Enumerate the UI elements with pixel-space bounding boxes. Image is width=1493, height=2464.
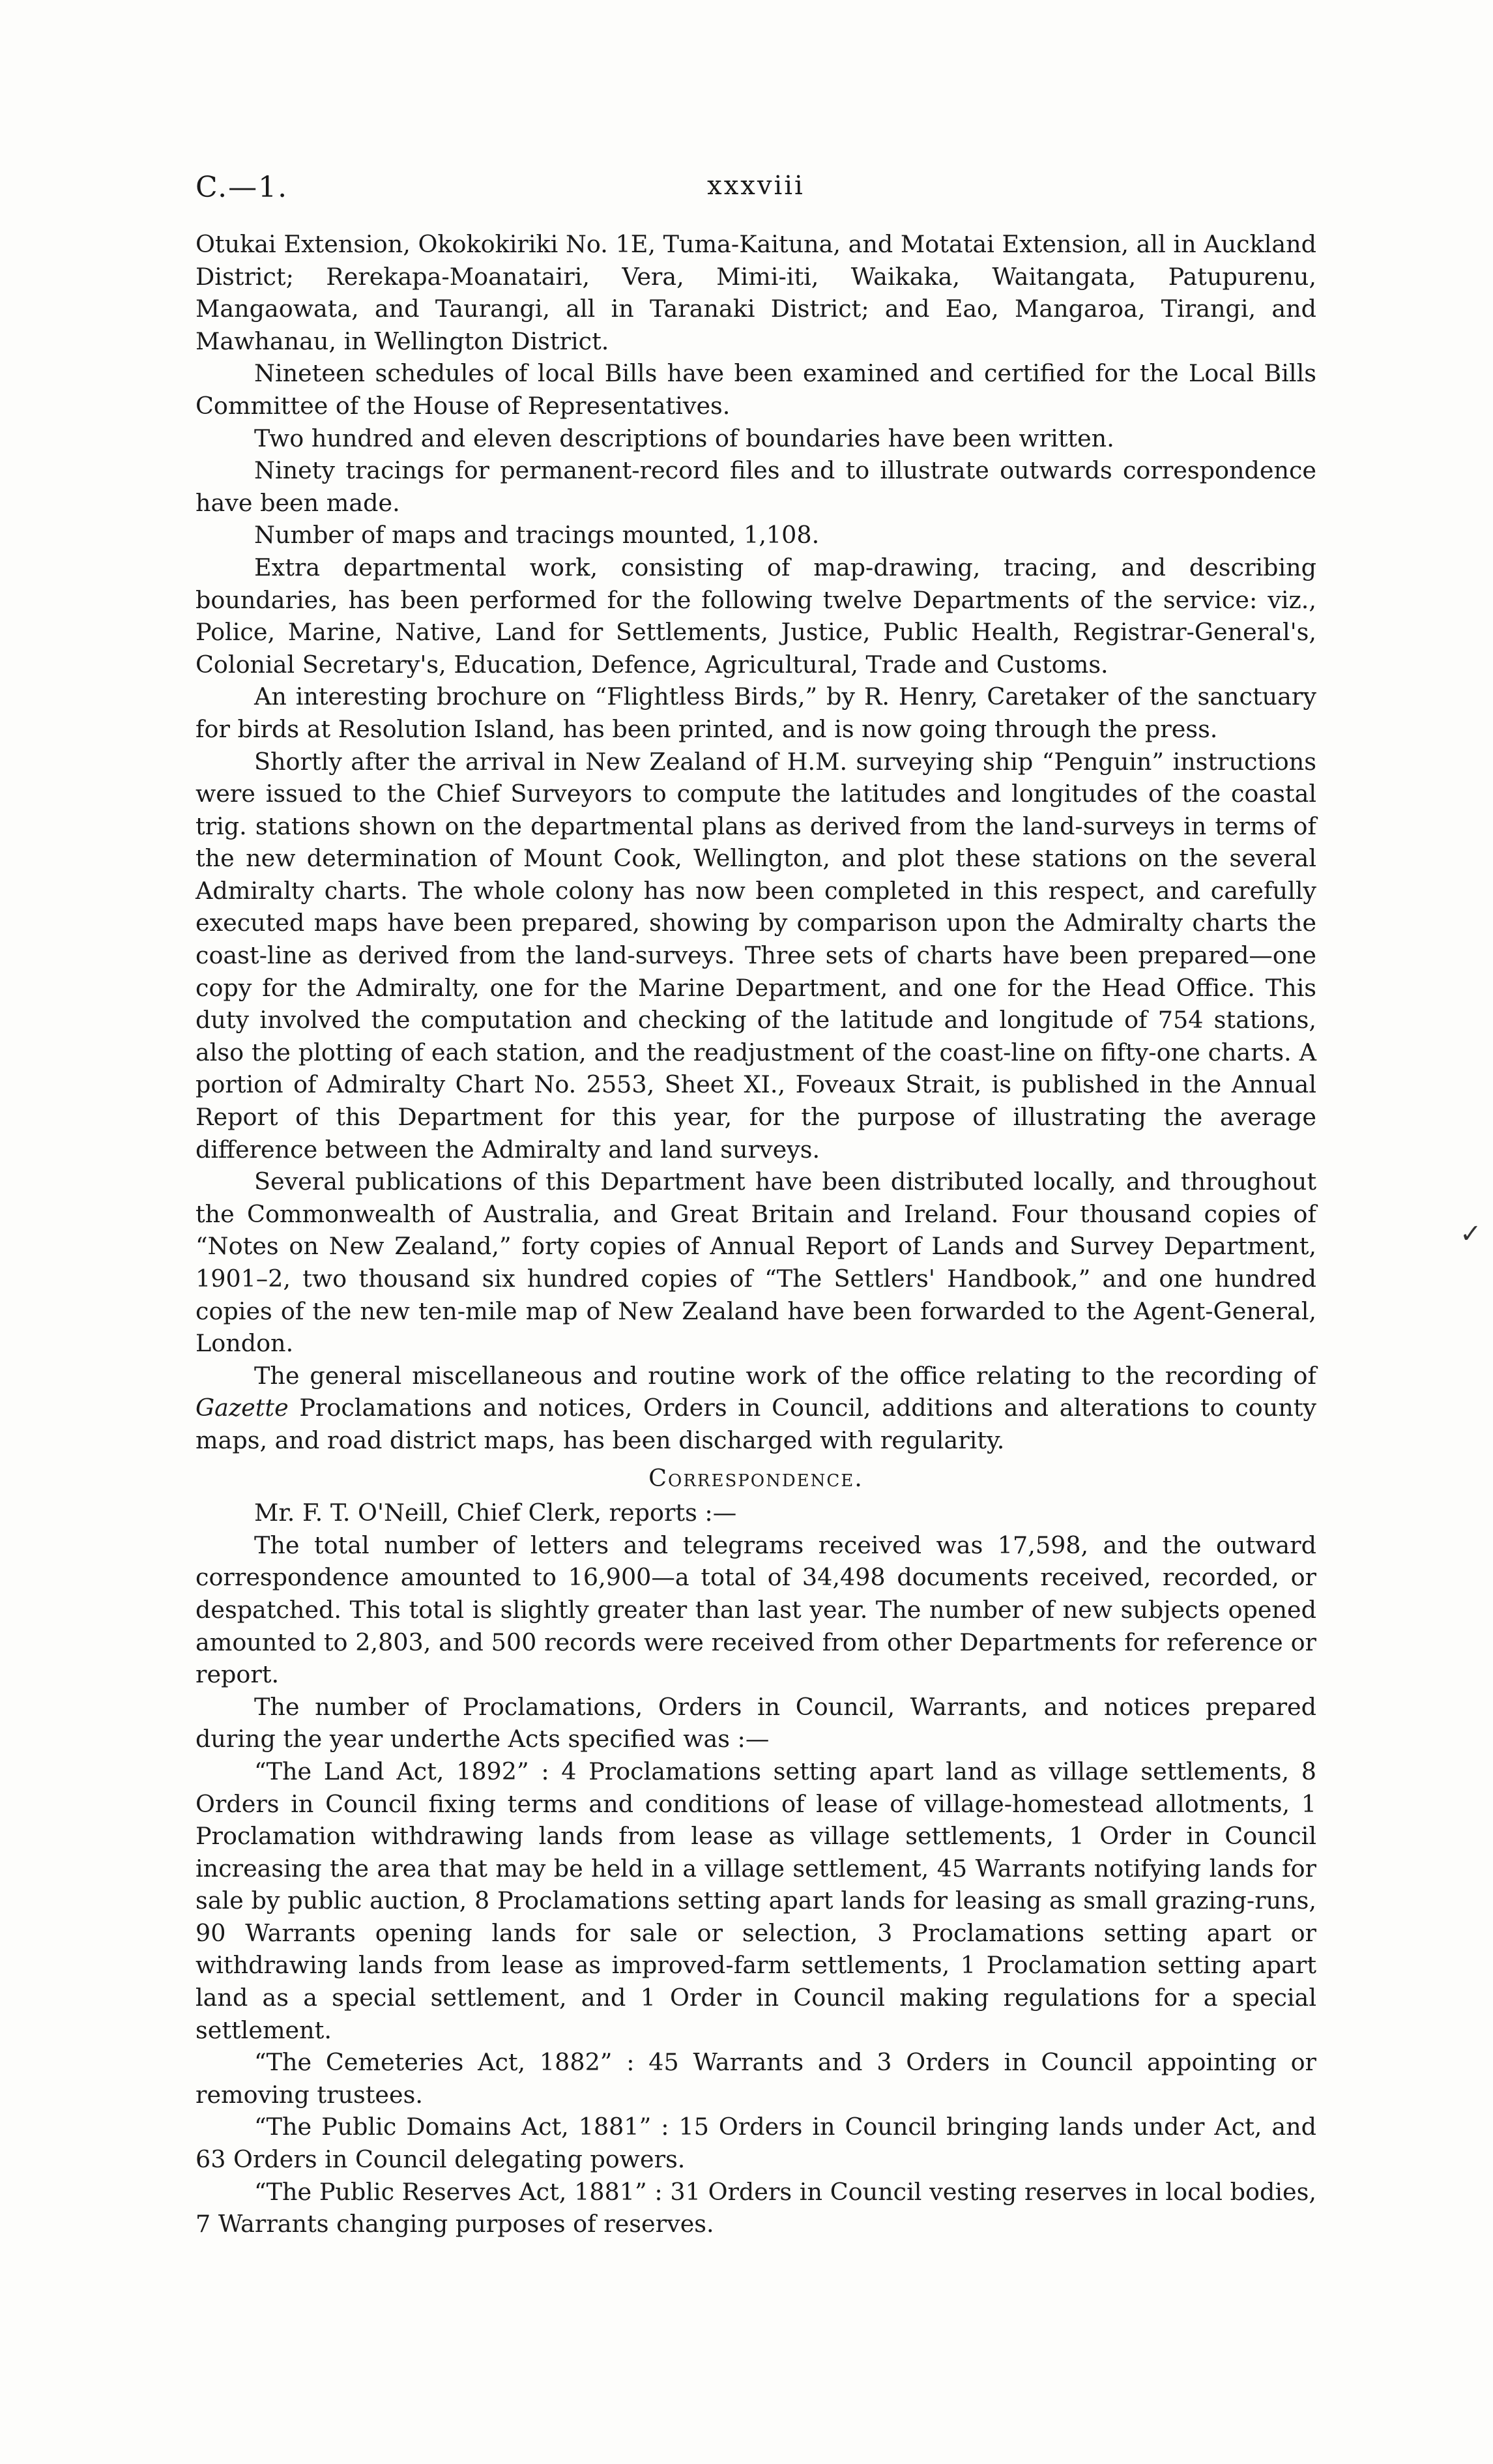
paragraph: Extra departmental work, consisting of map-drawing, tracing, and describing boundaries, has been performed for the following twelve Departments of the service: viz., Police, Marine, Native, Land for Settlements, Justice, Public Health, Registrar-General's, Colonial Secretary's, Education, Defence, Agricultural, Trade and Customs.: [196, 553, 1316, 679]
paragraph: An interesting brochure on “Flightless Birds,” by R. Henry, Caretaker of the sanctuary for birds at Resolution Island, has been printed, and is now going through the press.: [196, 682, 1316, 743]
paragraph: Otukai Extension, Okokokiriki No. 1E, Tuma-Kaituna, and Motatai Extension, all in Auckland District; Rerekapa-Moanatairi, Vera, Mimi-iti, Waikaka, Waitangata, Patupurenu, Mangaowata, and Taurangi, all in Taranaki District; and Eao, Mangaroa, Tirangi, and Mawhanau, in Wellington District.: [196, 230, 1316, 355]
paragraph: The number of Proclamations, Orders in Council, Warrants, and notices prepared during the year underthe Acts specified was :—: [196, 1692, 1316, 1753]
paragraph: Several publications of this Department have been distributed locally, and throughout the Commonwealth of Australia, and Great Britain and Ireland. Four thousand copies of “Notes on New Zealand,” forty copies of Annual Report of Lands and Survey Department, 1901–2, two thousand six hundred copies of “The Settlers' Handbook,” and one hundred copies of the new ten-mile map of New Zealand have been forwarded to the Agent-General, London.: [196, 1167, 1316, 1358]
document-reference: C.—1.: [196, 171, 289, 204]
paragraph: “The Land Act, 1892” : 4 Proclamations setting apart land as village settlements, 8 Orders in Council fixing terms and conditions of lease of village-homestead allotments, 1 Proclamation withdrawing lands from lease as village settlements, 1 Order in Council increasing the area that may be held in a village settlement, 45 Warrants notifying lands for sale by public auction, 8 Proclamations setting apart lands for leasing as small grazing-runs, 90 Warrants opening lands for sale or selection, 3 Proclamations setting apart or withdrawing lands from lease as improved-farm settlements, 1 Proclamation setting apart land as a special settlement, and 1 Order in Council making regulations for a special settlement.: [196, 1757, 1316, 2044]
section-heading-correspondence: Correspondence.: [648, 1463, 863, 1492]
paragraph-gazette: [196, 1360, 1316, 1457]
paragraph: Mr. F. T. O'Neill, Chief Clerk, reports :—: [254, 1499, 737, 1527]
gazette-rest: Proclamations and notices, Orders in Council, additions and alterations to county maps, and road district maps, has been discharged with regularity.: [196, 1394, 1316, 1454]
margin-mark-icon: ✓: [1460, 1219, 1482, 1249]
gazette-italic: Gazette: [196, 1394, 289, 1422]
paragraph: Two hundred and eleven descriptions of boundaries have been written.: [254, 424, 1114, 452]
page-header: [196, 171, 1316, 210]
paragraph: Ninety tracings for permanent-record files and to illustrate outwards correspondence have been made.: [196, 456, 1316, 517]
page-body: [196, 228, 1316, 2240]
paragraph: The total number of letters and telegrams received was 17,598, and the outward correspondence amounted to 16,900—a total of 34,498 documents received, recorded, or despatched. This total is slightly greater than last year. The number of new subjects opened amounted to 2,803, and 500 records were received from other Departments for reference or report.: [196, 1531, 1316, 1689]
page-number: xxxviii: [707, 171, 805, 201]
paragraph: “The Public Reserves Act, 1881” : 31 Orders in Council vesting reserves in local bodies, 7 Warrants changing purposes of reserves.: [196, 2177, 1316, 2238]
paragraph: Shortly after the arrival in New Zealand of H.M. surveying ship “Penguin” instructions were issued to the Chief Surveyors to compute the latitudes and longitudes of the coastal trig. stations shown on the departmental plans as derived from the land-surveys in terms of the new determination of Mount Cook, Wellington, and plot these stations on the several Admiralty charts. The whole colony has now been completed in this respect, and carefully executed maps have been prepared, showing by comparison upon the Admiralty charts the coast-line as derived from the land-surveys. Three sets of charts have been prepared—one copy for the Admiralty, one for the Marine Department, and one for the Head Office. This duty involved the computation and checking of the latitude and longitude of 754 stations, also the plotting of each station, and the readjustment of the coast-line on fifty-one charts. A portion of Admiralty Chart No. 2553, Sheet XI., Foveaux Strait, is published in the Annual Report of this Department for this year, for the purpose of illustrating the average difference between the Admiralty and land surveys.: [196, 747, 1316, 1164]
paragraph: “The Cemeteries Act, 1882” : 45 Warrants and 3 Orders in Council appointing or removing trustees.: [196, 2048, 1316, 2109]
paragraph: “The Public Domains Act, 1881” : 15 Orders in Council bringing lands under Act, and 63 Orders in Council delegating powers.: [196, 2113, 1316, 2174]
paragraph: Nineteen schedules of local Bills have been examined and certified for the Local Bills Committee of the House of Representatives.: [196, 359, 1316, 420]
gazette-lead: The general miscellaneous and routine work of the office relating to the recording of: [254, 1361, 1316, 1390]
paragraph: Number of maps and tracings mounted, 1,108.: [254, 521, 820, 550]
